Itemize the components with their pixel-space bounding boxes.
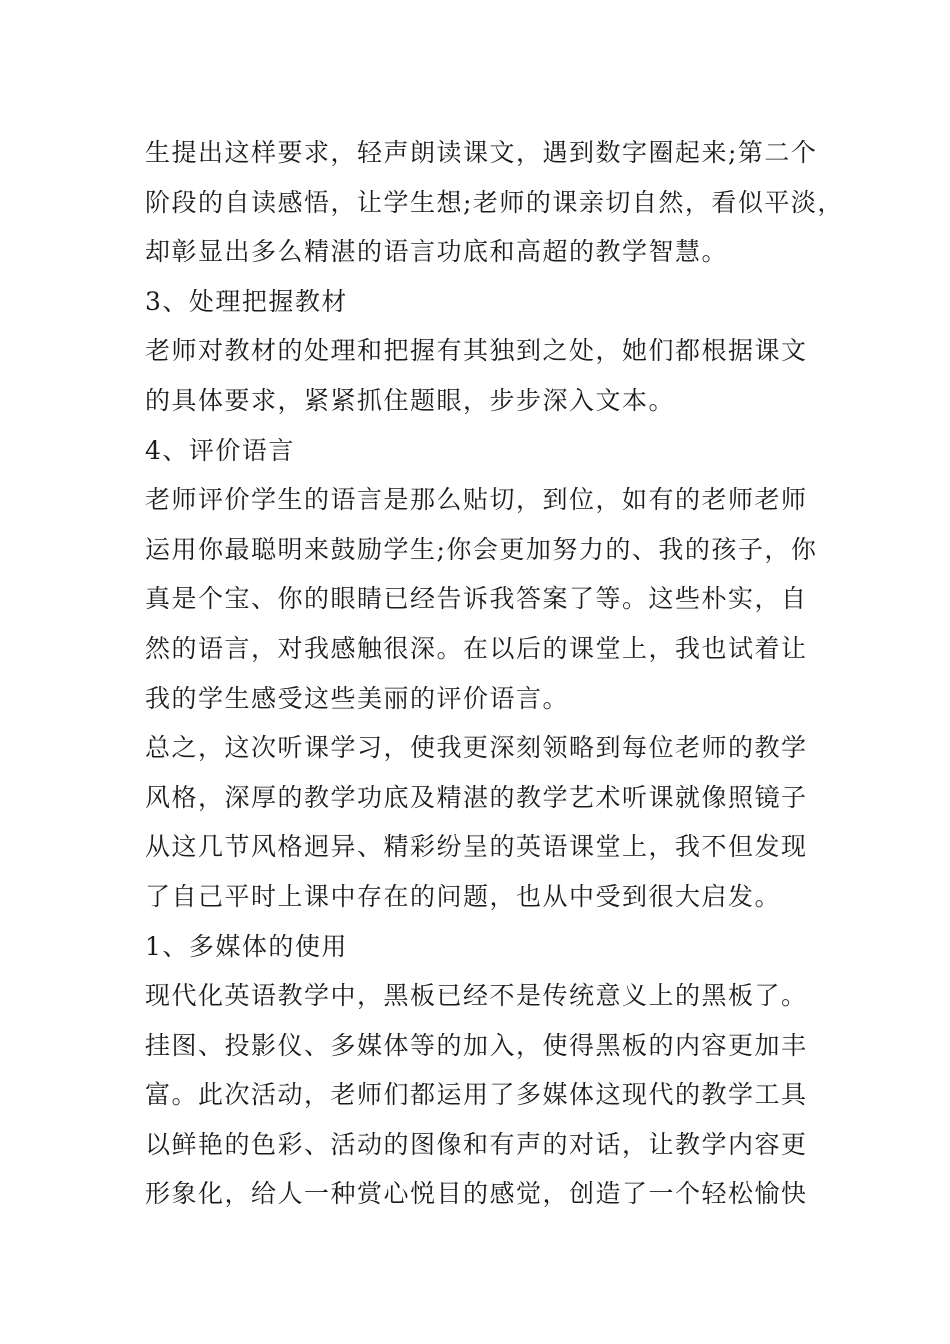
body-line: 挂图、投影仪、多媒体等的加入，使得黑板的内容更加丰 (145, 1030, 808, 1060)
body-line: 富。此次活动，老师们都运用了多媒体这现代的教学工具 (145, 1080, 808, 1110)
document-body (145, 128, 844, 1219)
section-heading-4: 4、评价语言 (145, 435, 295, 465)
section-heading-3: 3、处理把握教材 (145, 286, 348, 316)
body-line: 从这几节风格迥异、精彩纷呈的英语课堂上，我不但发现 (145, 832, 808, 862)
body-line: 老师评价学生的语言是那么贴切，到位，如有的老师老师 (145, 485, 808, 515)
body-line: 阶段的自读感悟，让学生想;老师的课亲切自然，看似平淡， (145, 187, 844, 217)
body-line: 现代化英语教学中，黑板已经不是传统意义上的黑板了。 (145, 981, 808, 1011)
body-line: 然的语言，对我感触很深。在以后的课堂上，我也试着让 (145, 633, 808, 663)
body-line: 老师对教材的处理和把握有其独到之处，她们都根据课文 (145, 336, 808, 366)
body-line: 生提出这样要求，轻声朗读课文，遇到数字圈起来;第二个 (145, 138, 818, 167)
body-line: 的具体要求，紧紧抓住题眼，步步深入文本。 (145, 385, 676, 415)
body-line: 形象化，给人一种赏心悦目的感觉，创造了一个轻松愉快 (145, 1179, 808, 1209)
body-line: 真是个宝、你的眼睛已经告诉我答案了等。这些朴实，自 (145, 584, 808, 614)
body-line: 以鲜艳的色彩、活动的图像和有声的对话，让教学内容更 (145, 1129, 808, 1159)
body-line: 我的学生感受这些美丽的评价语言。 (145, 683, 570, 713)
body-line: 运用你最聪明来鼓励学生;你会更加努力的、我的孩子，你 (145, 534, 818, 564)
body-line: 了自己平时上课中存在的问题，也从中受到很大启发。 (145, 881, 782, 911)
body-line: 风格，深厚的教学功底及精湛的教学艺术听课就像照镜子 (145, 782, 808, 812)
section-heading-1: 1、多媒体的使用 (145, 931, 348, 961)
body-line: 却彰显出多么精湛的语言功底和高超的教学智慧。 (145, 237, 729, 267)
body-line: 总之，这次听课学习，使我更深刻领略到每位老师的教学 (145, 733, 808, 763)
